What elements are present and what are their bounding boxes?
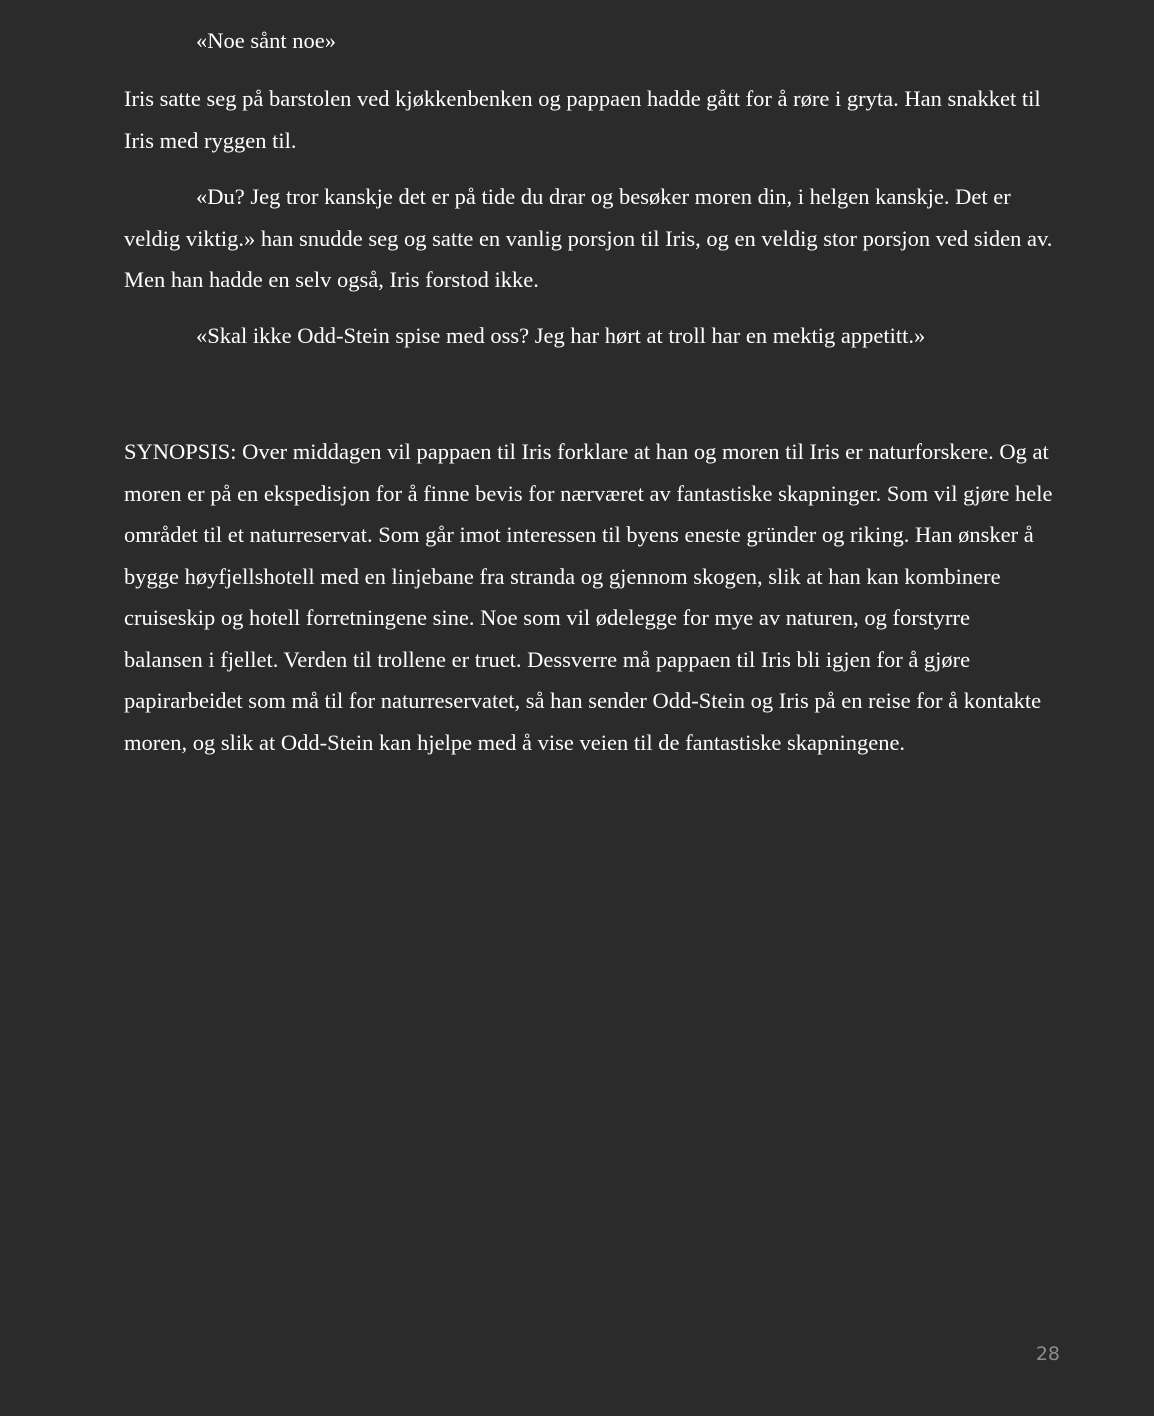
paragraph-dialogue-noe-sant-noe: «Noe sånt noe» xyxy=(196,28,336,53)
page-number: 28 xyxy=(1035,1343,1060,1365)
paragraph-synopsis: SYNOPSIS: Over middagen vil pappaen til Iris forklare at han og moren til Iris er naturforskere. Og at moren er på en ekspedisjon for å finne bevis for nærværet av fantastiske skapninger. Som vil gjøre hele området til et naturreservat. Som går imot interessen til byens eneste gründer og riking. Han ønsker å bygge høyfjellshotell med en linjebane fra stranda og gjennom skogen, slik at han kan kombinere cruiseskip og hotell forretningene sine. Noe som vil ødelegge for mye av naturen, og forstyrre balansen i fjellet. Verden til trollene er truet. Dessverre må pappaen til Iris bli igjen for å gjøre papirarbeidet som må til for naturreservatet, så han sender Odd-Stein og Iris på en reise for å kontakte moren, og slik at Odd-Stein kan hjelpe med å vise veien til de fantastiske skapningene. xyxy=(124,439,1053,755)
paragraph-dialogue-du: «Du? Jeg tror kanskje det er på tide du drar og besøker moren din, i helgen kanskje. Det er veldig viktig.» han snudde seg og satte en vanlig porsjon til Iris, og en veldig stor porsjon ved siden av. Men han hadde en selv også, Iris forstod ikke. xyxy=(124,184,1053,292)
paragraph-dialogue-odd-stein: «Skal ikke Odd-Stein spise med oss? Jeg har hørt at troll har en mektig appetitt.» xyxy=(196,323,926,348)
paragraph-iris-barstolen: Iris satte seg på barstolen ved kjøkkenbenken og pappaen hadde gått for å røre i gryta. Han snakket til Iris med ryggen til. xyxy=(124,86,1041,153)
